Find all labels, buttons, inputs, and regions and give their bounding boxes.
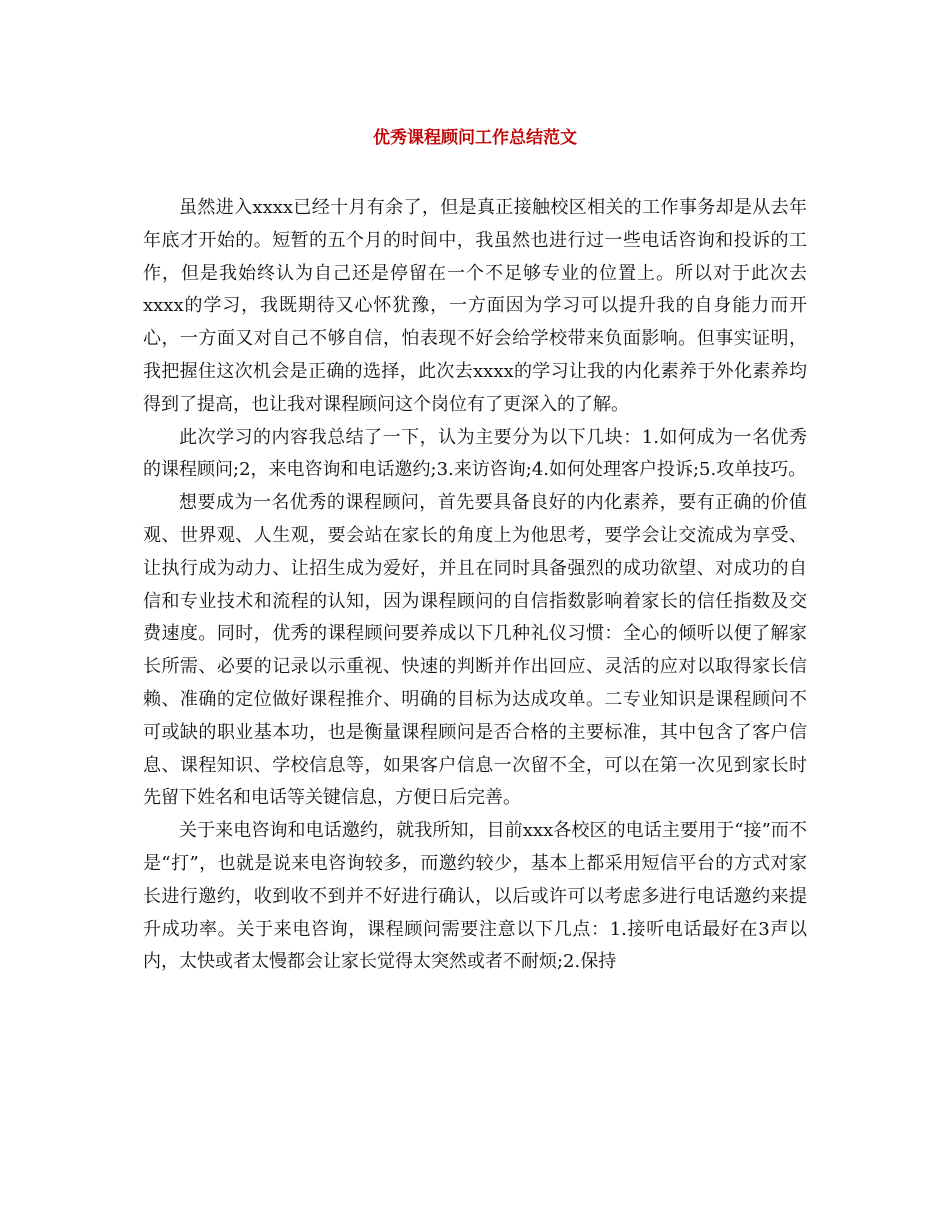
document-title: 优秀课程顾问工作总结范文	[373, 128, 577, 148]
paragraph-1: 虽然进入xxxx已经十月有余了，但是真正接触校区相关的工作事务却是从去年年底才开始的。短暂的五个月的时间中，我虽然也进行过一些电话咨询和投诉的工作，但是我始终认为自己还是停留在一个不足够专业的位置上。所以对于此次去xxxx的学习，我既期待又心怀犹豫，一方面因为学习可以提升我的自身能力而开心，一方面又对自己不够自信，怕表现不好会给学校带来负面影响。但事实证明，我把握住这次机会是正确的选择，此次去xxxx的学习让我的内化素养于外化素养均得到了提高，也让我对课程顾问这个岗位有了更深入的了解。	[143, 197, 807, 415]
paragraph-4: 关于来电咨询和电话邀约，就我所知，目前xxx各校区的电话主要用于“接”而不是“打”，也就是说来电咨询较多，而邀约较少，基本上都采用短信平台的方式对家长进行邀约，收到收不到并不好进行确认，以后或许可以考虑多进行电话邀约来提升成功率。关于来电咨询，课程顾问需要注意以下几点：1.接听电话最好在3声以内，太快或者太慢都会让家长觉得太突然或者不耐烦;2.保持	[143, 820, 807, 973]
paragraph-3: 想要成为一名优秀的课程顾问，首先要具备良好的内化素养，要有正确的价值观、世界观、人生观，要会站在家长的角度上为他思考，要学会让交流成为享受、让执行成为动力、让招生成为爱好，并且在同时具备强烈的成功欲望、对成功的自信和专业技术和流程的认知，因为课程顾问的自信指数影响着家长的信任指数及交费速度。同时，优秀的课程顾问要养成以下几种礼仪习惯：全心的倾听以便了解家长所需、必要的记录以示重视、快速的判断并作出回应、灵活的应对以取得家长信赖、准确的定位做好课程推介、明确的目标为达成攻单。二专业知识是课程顾问不可或缺的职业基本功，也是衡量课程顾问是否合格的主要标准，其中包含了客户信息、课程知识、学校信息等，如果客户信息一次留不全，可以在第一次见到家长时先留下姓名和电话等关键信息，方便日后完善。	[143, 492, 807, 809]
paragraph-2: 此次学习的内容我总结了一下，认为主要分为以下几块：1.如何成为一名优秀的课程顾问;2，来电咨询和电话邀约;3.来访咨询;4.如何处理客户投诉;5.攻单技巧。	[143, 426, 807, 481]
document-body	[143, 192, 807, 979]
